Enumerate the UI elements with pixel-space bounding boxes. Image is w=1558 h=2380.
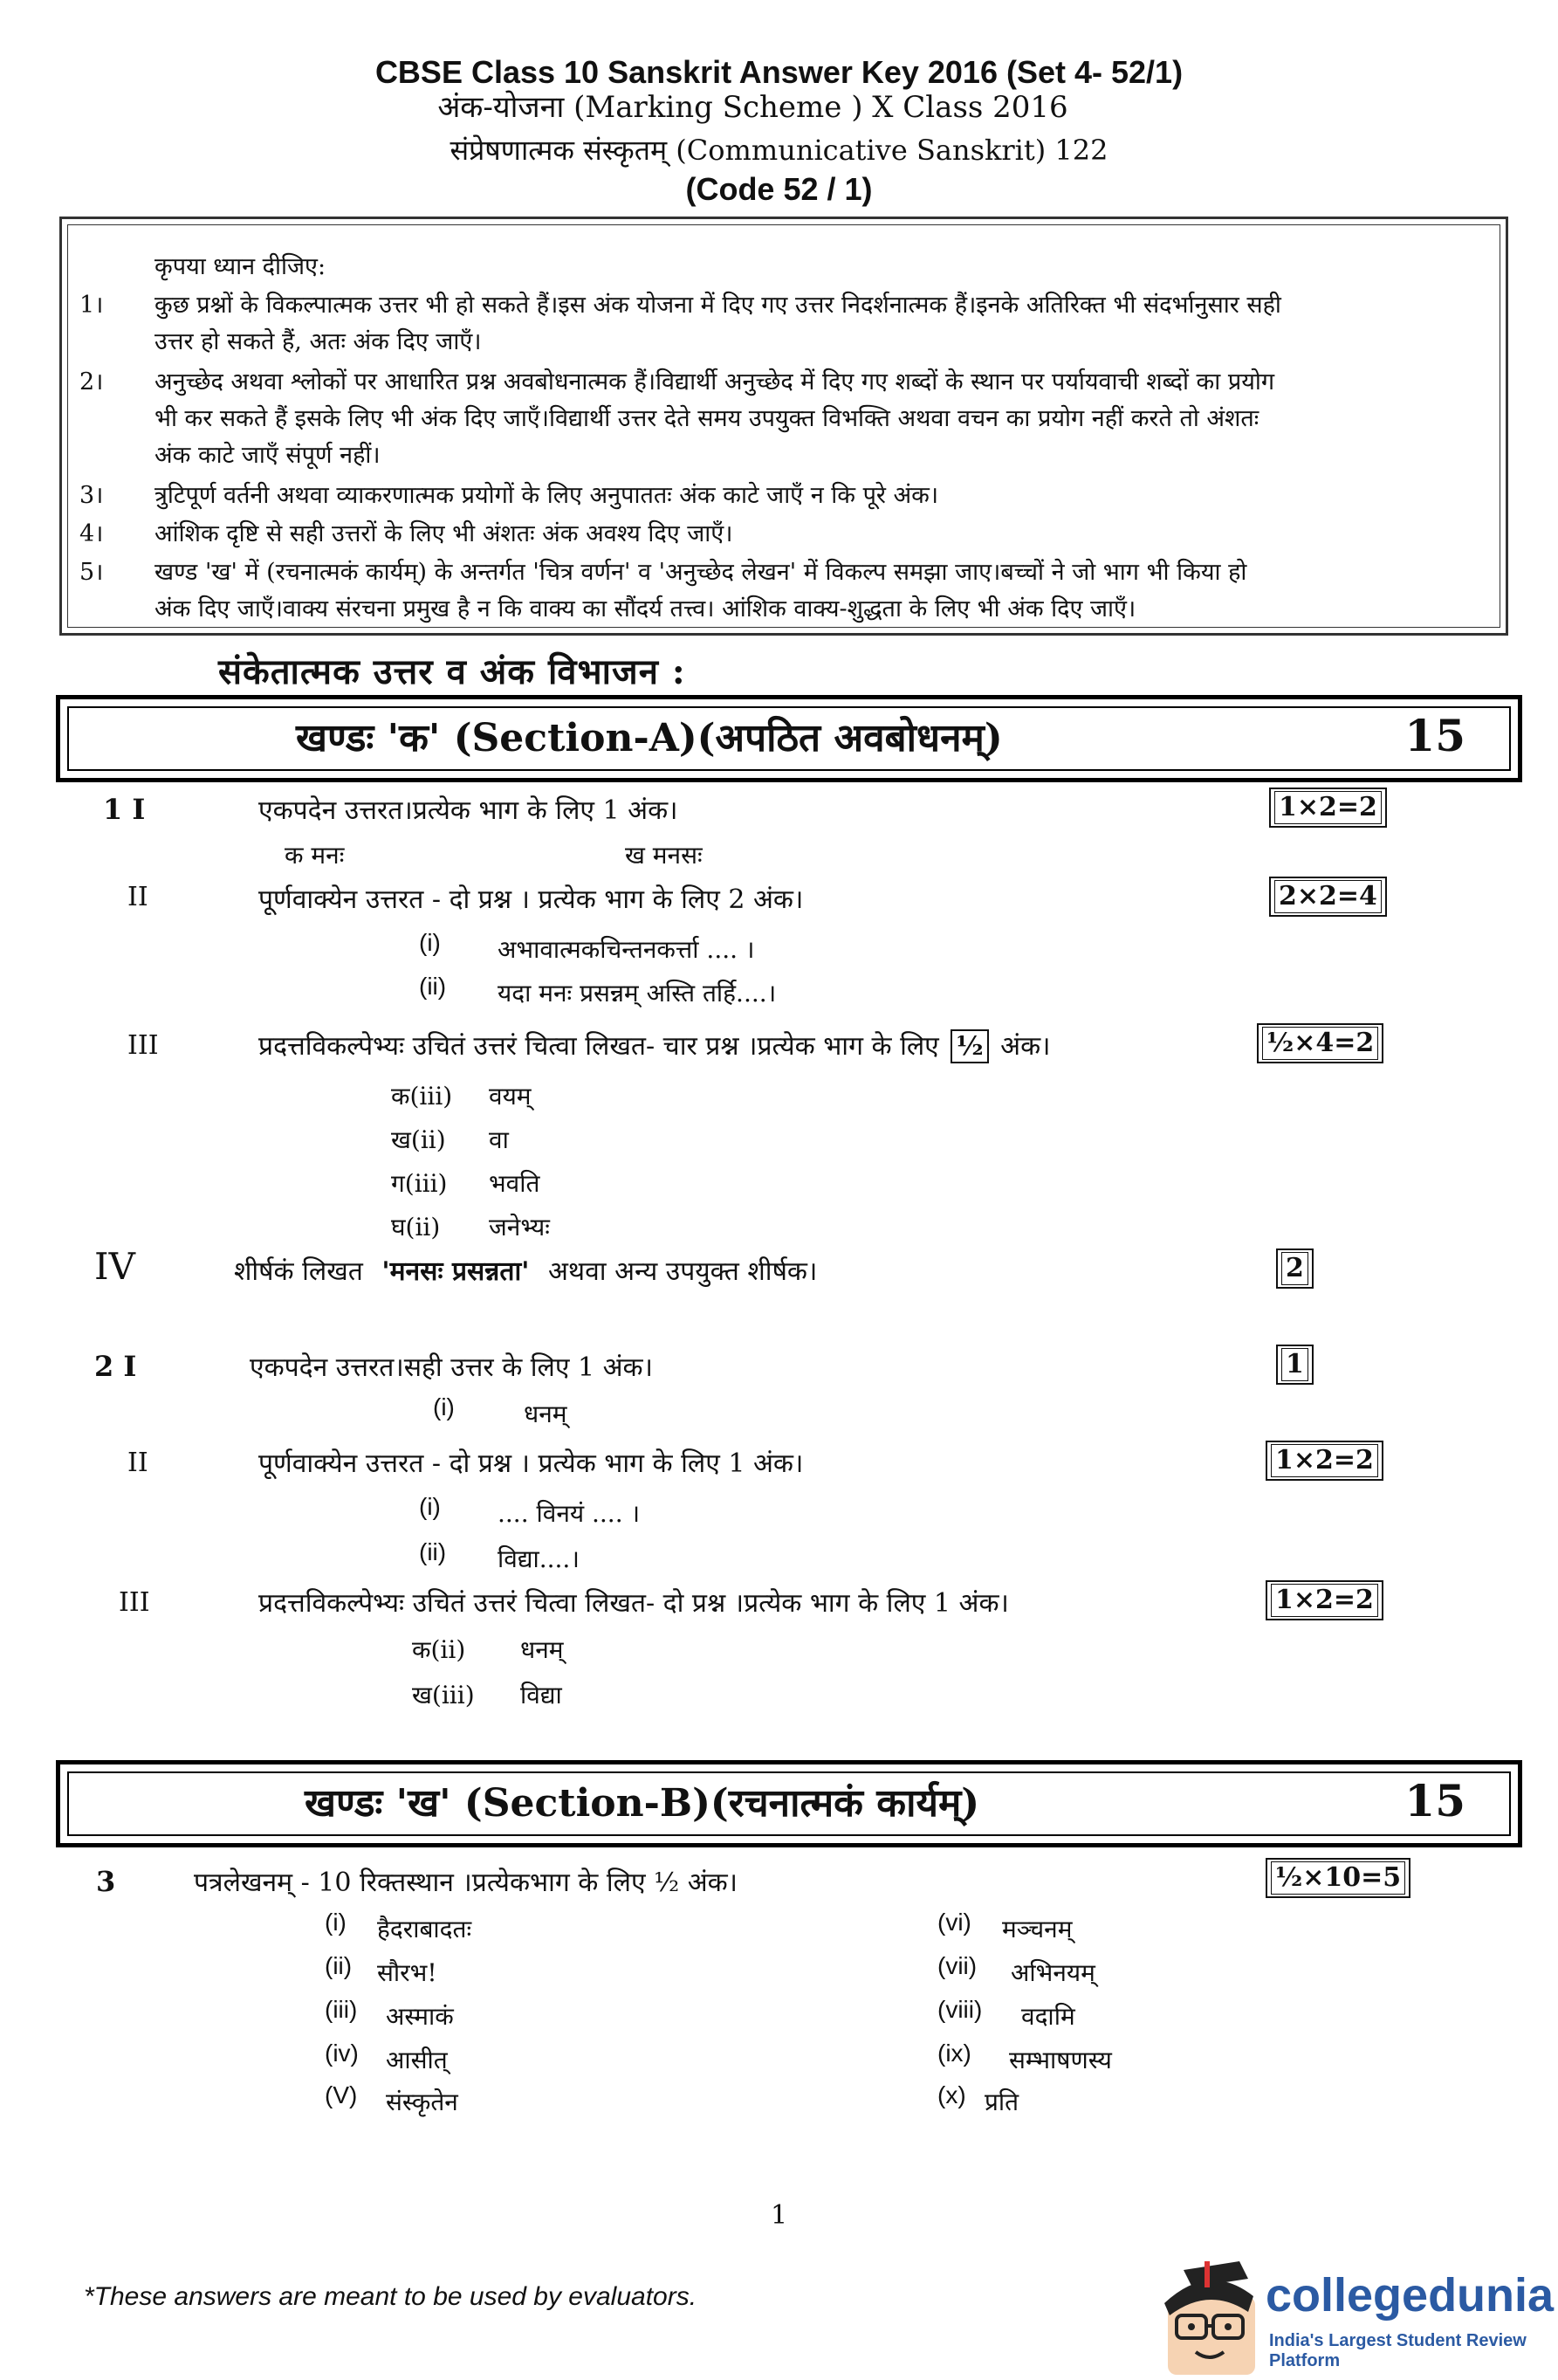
instructions-heading: कृपया ध्यान दीजिए: [154,253,326,280]
section-a-marks: 15 [1404,710,1465,761]
title-answer: 'मनसः प्रसन्नता' [381,1256,530,1287]
instruction-line: भी कर सकते हैं इसके लिए भी अंक दिए जाएँ।विद्यार्थी उत्तर देते समय उपयुक्त विभक्ति अथवा वचन का प्रयोग नहीं करते तो अंशतः [154,405,1259,432]
half-mark-box: ½ [951,1029,988,1063]
answer-label: (i) [433,1393,455,1420]
subquestion-number: II [127,882,148,912]
answer: क मनः [285,841,345,870]
answer-label: (iii) [325,1996,358,2023]
instruction-line: अंक काटे जाएँ संपूर्ण नहीं। [154,442,381,469]
answer: धनम् [524,1400,567,1428]
logo-tagline: India's Largest Student Review Platform [1269,2331,1527,2370]
question-text: पूर्णवाक्येन उत्तरत - दो प्रश्न । प्रत्येक भाग के लिए 1 अंक। [258,1448,804,1479]
answer: वा [489,1125,509,1154]
marking-scheme-subtitle: अंक-योजना (Marking Scheme ) X Class 2016 [437,90,1068,125]
marks-box: 1×2=2 [1266,1441,1383,1481]
answer: हैदराबादतः [377,1915,472,1943]
answer: धनम् [520,1635,564,1664]
section-b-title: खण्डः 'ख' (Section-B)(रचनात्मकं कार्यम्) [305,1781,980,1826]
instruction-line: अंक दिए जाएँ।वाक्य संरचना प्रमुख है न कि वाक्य का सौंदर्य तत्त्व। आंशिक वाक्य-शुद्धता के लिए भी अंक दिए जाएँ। [154,595,1136,623]
marks-box: ½×10=5 [1266,1858,1410,1898]
answer-label: (ii) [325,1952,353,1979]
answer-label: (ii) [419,973,447,1000]
answer: संस्कृतेन [386,2088,458,2116]
subquestion-number: IV [94,1245,135,1288]
answer: भवति [489,1169,540,1198]
marks-box: 1 [1276,1345,1314,1385]
instruction-line: अनुच्छेद अथवा श्लोकों पर आधारित प्रश्न अवबोधनात्मक हैं।विद्यार्थी अनुच्छेद में दिए गए शब्दों के स्थान पर पर्यायवाची शब्दों का प्रयोग [154,368,1275,396]
question-number: 1 I [103,793,146,826]
question-number: 2 I [94,1350,137,1383]
question-text: पूर्णवाक्येन उत्तरत - दो प्रश्न । प्रत्येक भाग के लिए 2 अंक। [258,884,804,915]
answer-label: (viii) [937,1996,983,2023]
answer: सौरभ! [377,1958,437,1987]
answer-label: (i) [419,929,441,956]
marks-box: 1×2=2 [1269,788,1387,828]
document-title: CBSE Class 10 Sanskrit Answer Key 2016 (Set 4- 52/1) [374,54,1184,90]
marks-box: 1×2=2 [1266,1580,1383,1620]
answer-label: क(iii) [391,1082,453,1111]
instruction-number: 2। [79,368,104,396]
answer: ख मनसः [625,841,703,870]
section-b-banner [56,1760,1522,1847]
answer-label: (x) [937,2081,966,2108]
instruction-number: 4। [79,520,104,547]
instruction-number: 1। [79,292,104,319]
answers-heading: संकेतात्मक उत्तर व अंक विभाजन : [218,651,686,692]
answer-label: ख(ii) [391,1125,446,1154]
instructions-box [59,217,1508,636]
question-text [234,1252,817,1288]
answer-label: (ix) [937,2040,971,2067]
question-text-part: शीर्षकं लिखत [234,1256,363,1287]
section-b-marks: 15 [1404,1775,1465,1826]
answer: अस्माकं [386,2002,454,2031]
section-a-banner [56,695,1522,782]
answer-label: (iv) [325,2040,359,2067]
answer-label: (i) [325,1909,347,1936]
instruction-line: कुछ प्रश्नों के विकल्पात्मक उत्तर भी हो सकते हैं।इस अंक योजना में दिए गए उत्तर निदर्शनात्मक हैं।इनके अतिरिक्त भी संदर्भानुसार सही [154,292,1281,319]
instruction-number: 5। [79,559,104,586]
answer: अभावात्मकचिन्तनकर्त्ता .... । [498,935,755,964]
subject-subtitle: संप्रेषणात्मक संस्कृतम् (Communicative Sanskrit) 122 [450,134,1108,167]
answer: अभिनयम् [1011,1958,1095,1987]
question-text: एकपदेन उत्तरत।प्रत्येक भाग के लिए 1 अंक। [258,795,678,826]
question-text-part: अंक। [1000,1031,1051,1062]
question-text [258,1027,1051,1063]
subquestion-number: III [127,1030,159,1061]
logo-text: collegedunia [1266,2269,1555,2322]
answer: मञ्चनम् [1002,1915,1073,1943]
question-text: पत्रलेखनम् - 10 रिक्तस्थान ।प्रत्येकभाग के लिए ½ अंक। [194,1868,738,1898]
student-mascot-icon [1161,2261,1257,2375]
page-number: 1 [770,2200,788,2231]
answer-label: (vii) [937,1952,978,1979]
answer-label: (i) [419,1493,441,1520]
question-text: प्रदत्तविकल्पेभ्यः उचितं उत्तरं चित्वा लिखत- दो प्रश्न ।प्रत्येक भाग के लिए 1 अंक। [258,1588,1009,1619]
answer: प्रति [985,2088,1019,2116]
instruction-number: 3। [79,482,104,509]
answer: वदामि [1021,2002,1075,2031]
subquestion-number: III [119,1587,150,1618]
answer-label: क(ii) [412,1635,466,1664]
instruction-line: खण्ड 'ख' में (रचनात्मकं कार्यम्) के अन्तर्गत 'चित्र वर्णन' व 'अनुच्छेद लेखन' में विकल्प समझा जाए।बच्चों ने जो भाग भी किया हो [154,559,1247,586]
marks-box: ½×4=2 [1257,1023,1383,1063]
answer-label: (ii) [419,1538,447,1565]
marks-box: 2 [1276,1248,1314,1289]
question-number: 3 [96,1865,116,1898]
answer-label: (vi) [937,1909,971,1936]
answer: विद्या [520,1681,562,1709]
answer-label: घ(ii) [391,1213,441,1242]
answer-label: (V) [325,2081,358,2108]
answer: वयम् [489,1082,532,1111]
answer: आसीत् [386,2046,448,2074]
answer: जनेभ्यः [489,1213,550,1242]
answer: सम्भाषणस्य [1009,2046,1112,2074]
section-a-title: खण्डः 'क' (Section-A)(अपठित अवबोधनम्) [296,716,1003,760]
answer-label: ग(iii) [391,1169,448,1198]
instruction-line: आंशिक दृष्टि से सही उत्तरों के लिए भी अंशतः अंक अवश्य दिए जाएँ। [154,520,733,547]
paper-code: (Code 52 / 1) [685,171,873,207]
collegedunia-logo[interactable] [1161,2261,1555,2375]
instruction-line: उत्तर हो सकते हैं, अतः अंक दिए जाएँ। [154,328,482,355]
question-text-part: प्रदत्तविकल्पेभ्यः उचितं उत्तरं चित्वा लिखत- चार प्रश्न ।प्रत्येक भाग के लिए [258,1031,939,1062]
footer-note: *These answers are meant to be used by evaluators. [84,2282,697,2311]
marks-box: 2×2=4 [1269,877,1387,917]
answer: विद्या....। [498,1544,580,1573]
subquestion-number: II [127,1448,148,1478]
question-text: एकपदेन उत्तरत।सही उत्तर के लिए 1 अंक। [250,1352,653,1383]
answer: .... विनयं .... । [498,1499,641,1528]
answer-label: ख(iii) [412,1681,475,1709]
instruction-line: त्रुटिपूर्ण वर्तनी अथवा व्याकरणात्मक प्रयोगों के लिए अनुपाततः अंक काटे जाएँ न कि पूरे अंक। [154,482,939,509]
answer: यदा मनः प्रसन्नम् अस्ति तर्हि....। [498,979,777,1008]
question-text-part: अथवा अन्य उपयुक्त शीर्षक। [548,1256,818,1287]
